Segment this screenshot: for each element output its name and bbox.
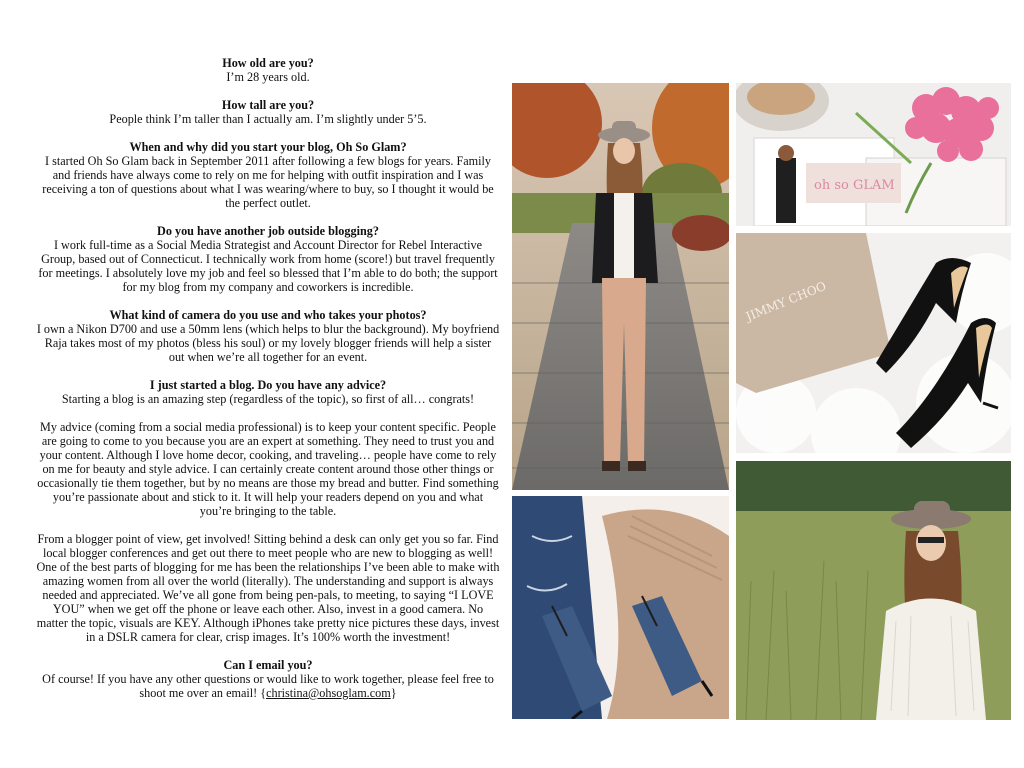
answer: I work full-time as a Social Media Strategist and Account Director for Rebel Interactive Group, based out of Connecticut. I technically work from home (score!) but travel frequently for meetings. I absolutely love my job and feel so blessed that I’m able to do both; the support for my blog from my company and coworkers is incredible.: [38, 238, 498, 294]
photo-jimmy-choo-heels: [736, 233, 1011, 453]
interview-text: [36, 56, 500, 714]
email-link[interactable]: christina@ohsoglam.com: [266, 686, 391, 700]
qa-email: [36, 658, 500, 700]
qa-advice: [36, 378, 500, 644]
answer: I’m 28 years old.: [226, 70, 310, 84]
answer: I own a Nikon D700 and use a 50mm lens (which helps to blur the background). My boyfriend Raja takes most of my photos (bless his soul) or my lovely blogger friends will help a sister out when we’re all together for an event.: [36, 322, 500, 364]
question: What kind of camera do you use and who takes your photos?: [109, 308, 427, 322]
question: Can I email you?: [223, 658, 313, 672]
shoebox-brand-text: JIMMY CHOO: [743, 278, 829, 324]
qa-height: [36, 98, 500, 126]
question: When and why did you start your blog, Oh So Glam?: [129, 140, 407, 154]
qa-blog-start: [36, 140, 500, 210]
photo-field-portrait: [736, 461, 1011, 720]
answer: My advice (coming from a social media professional) is to keep your content specific. People are going to come to you because you are an expert at something. They need to trust you and your content. Although I love home decor, cooking, and traveling… people have come to rely on me for beauty and style advice. I can certainly create content around those other things or occasionally tie them together, but by no means are those my bread and butter. Find something you’re passionate about and stick to it. It will help your readers depend on you and what you’re bringing to the table.: [37, 420, 499, 518]
photo-denim-sweater-heels: [512, 496, 729, 719]
photo-flatlay-hydrangea: [736, 83, 1011, 226]
question: How tall are you?: [221, 98, 315, 112]
answer-prefix: Of course! If you have any other questions or would like to work together, please feel free to shoot me over an email! {: [42, 672, 494, 700]
answer: [36, 672, 500, 700]
question: Do you have another job outside blogging?: [157, 224, 379, 238]
photo-outfit-walkway: [512, 83, 729, 490]
answer: I started Oh So Glam back in September 2011 after following a few blogs for years. Family and friends have always come to rely on me for helping with outfit inspiration and I was receiving a ton of questions about what I was wearing/where to buy, so I thought it would be the perfect outlet.: [42, 154, 494, 210]
answer: People think I’m taller than I actually am. I’m slightly under 5’5.: [109, 112, 427, 126]
question: How old are you?: [222, 56, 314, 70]
answer-suffix: }: [390, 686, 397, 700]
qa-camera: [36, 308, 500, 364]
answer: From a blogger point of view, get involved! Sitting behind a desk can only get you so far. Find local blogger conferences and get out there to meet people who are new to blogging as well! One of the best parts of blogging for me has been the relationships I’ve been able to make with amazing women from all over the world (literally). The understanding and support is always needed and appreciated. We’ve all gone from being pen-pals, to meeting, to saying “I LOVE YOU” when we get off the phone or leave each other. Also, invest in a good camera. No matter the topic, visuals are KEY. Although iPhones take pretty nice pictures these days, invest in a DSLR camera for clear, crisp images. It’s 100% worth the investment!: [36, 532, 500, 644]
question: I just started a blog. Do you have any advice?: [149, 378, 387, 392]
answer: Starting a blog is an amazing step (regardless of the topic), so first of all… congrats!: [61, 392, 475, 406]
card-brand-text: oh so GLAM: [814, 178, 895, 193]
qa-age: [36, 56, 500, 84]
qa-other-job: [36, 224, 500, 294]
